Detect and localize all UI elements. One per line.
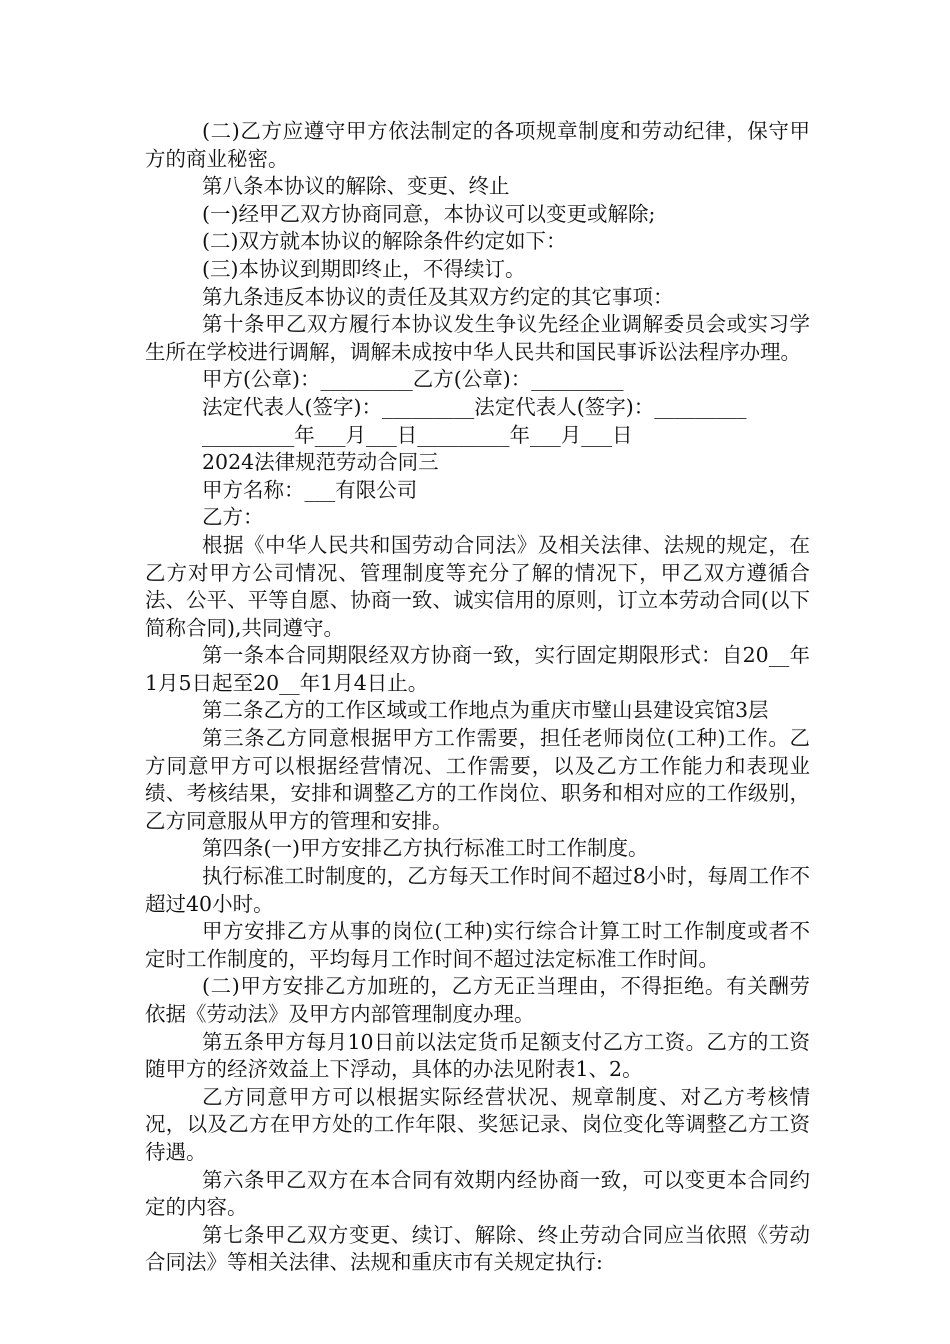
article: 第六条甲乙双方在本合同有效期内经协商一致，可以变更本合同约定的内容。 (145, 1167, 810, 1220)
paragraph: (二)乙方应遵守甲方依法制定的各项规章制度和劳动纪律，保守甲方的商业秘密。 (145, 119, 810, 171)
section-heading: 第九条违反本协议的责任及其双方约定的其它事项： (202, 284, 674, 309)
party-a-name: 甲方名称：___有限公司 (202, 477, 418, 502)
article: 第二条乙方的工作区域或工作地点为重庆市璧山县建设宾馆3层 (202, 698, 769, 723)
paragraph: 执行标准工时制度的，乙方每天工作时间不超过8小时，每周工作不超过40小时。 (145, 864, 810, 916)
article: 第七条甲乙双方变更、续订、解除、终止劳动合同应当依照《劳动合同法》等相关法律、法规和重庆市有关规定执行: (145, 1222, 810, 1275)
article: 第一条本合同期限经双方协商一致，实行固定期限形式：自20__年1月5日起至20__年1月4日止。 (145, 643, 810, 695)
paragraph: 甲方安排乙方从事的岗位(工种)实行综合计算工时工作制度或者不定时工作制度的，平均每月工作时间不超过法定标准工作时间。 (145, 919, 810, 971)
document-page (145, 118, 810, 1277)
paragraph: (一)经甲乙双方协商同意，本协议可以变更或解除; (202, 201, 656, 226)
party-b-name: 乙方： (202, 505, 264, 530)
article: 第三条乙方同意根据甲方工作需要，担任老师岗位(工种)工作。乙方同意甲方可以根据经营情况、工作需要，以及乙方工作能力和表现业绩、考核结果，安排和调整乙方的工作岗位、职务和相对应的工作级别，乙方同意服从甲方的管理和安排。 (145, 726, 810, 833)
contract-title: 2024法律规范劳动合同三 (202, 450, 439, 475)
paragraph: (二)甲方安排乙方加班的，乙方无正当理由，不得拒绝。有关酬劳依据《劳动法》及甲方内部管理制度办理。 (145, 974, 810, 1026)
section-heading: 第八条本协议的解除、变更、终止 (202, 174, 510, 199)
date-line: _________年___月___日_________年___月___日 (202, 422, 633, 447)
signature-line: 法定代表人(签字)：_________法定代表人(签字)：_________ (202, 394, 747, 419)
paragraph: 第十条甲乙双方履行本协议发生争议先经企业调解委员会或实习学生所在学校进行调解，调解未成按中华人民共和国民事诉讼法程序办理。 (145, 312, 810, 364)
signature-line: 甲方(公章)：_________乙方(公章)：_________ (202, 367, 624, 392)
paragraph: (二)双方就本协议的解除条件约定如下： (202, 229, 567, 254)
article: 第五条甲方每月10日前以法定货币足额支付乙方工资。乙方的工资随甲方的经济效益上下浮动，具体的办法见附表1、2。 (145, 1029, 810, 1082)
paragraph: 根据《中华人民共和国劳动合同法》及相关法律、法规的规定，在乙方对甲方公司情况、管理制度等充分了解的情况下，甲乙双方遵循合法、公平、平等自愿、协商一致、诚实信用的原则，订立本劳动合同(以下简称合同),共同遵守。 (145, 532, 810, 640)
paragraph: 乙方同意甲方可以根据实际经营状况、规章制度、对乙方考核情况，以及乙方在甲方处的工作年限、奖惩记录、岗位变化等调整乙方工资待遇。 (145, 1084, 810, 1164)
article: 第四条(一)甲方安排乙方执行标准工时工作制度。 (202, 836, 649, 861)
paragraph: (三)本协议到期即终止，不得续订。 (202, 256, 526, 281)
